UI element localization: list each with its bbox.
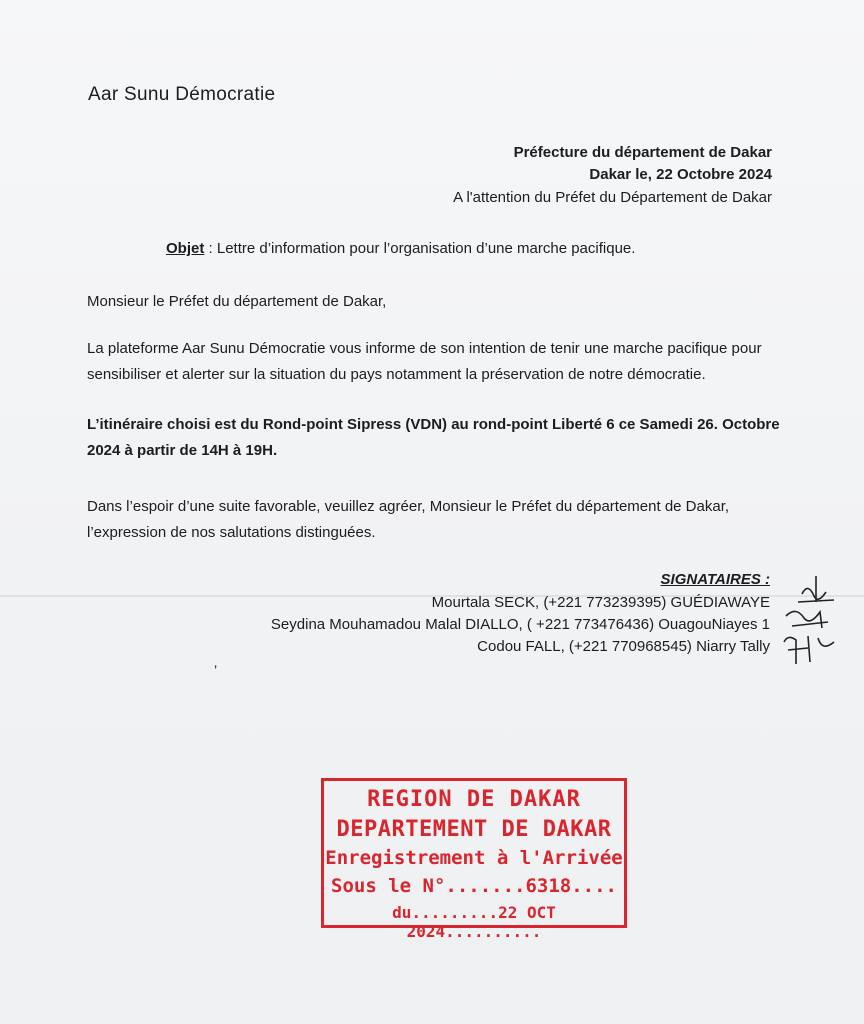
signatory-1: Mourtala SECK, (+221 773239395) GUÉDIAWAYE bbox=[431, 594, 770, 611]
subject-label: Objet bbox=[166, 240, 205, 257]
registration-stamp bbox=[321, 778, 627, 941]
stamp-number: Sous le N°.......6318.... bbox=[331, 875, 617, 897]
itinerary-paragraph: L’itinéraire choisi est du Rond-point Sipress (VDN) au rond-point Liberté 6 ce Samedi 26. Octobre 2024 à partir de 14H à 19H. bbox=[87, 416, 780, 459]
signatory-3: Codou FALL, (+221 770968545) Niarry Tally bbox=[477, 638, 770, 655]
closing-paragraph: Dans l’espoir d’une suite favorable, veuillez agréer, Monsieur le Préfet du département de Dakar, l’expression de nos salutations distinguées. bbox=[87, 498, 730, 541]
handwritten-signatures bbox=[778, 572, 840, 672]
signature-3-icon bbox=[784, 636, 834, 664]
stamp-date: du.........22 OCT 2024.......... bbox=[392, 903, 556, 941]
attention-line: A l'attention du Préfet du Département de Dakar bbox=[453, 189, 772, 206]
signatory-2: Seydina Mouhamadou Malal DIALLO, ( +221 773476436) OuagouNiayes 1 bbox=[270, 616, 770, 633]
subject-line bbox=[166, 240, 635, 257]
stamp-region: REGION DE DAKAR bbox=[367, 787, 581, 812]
signatories-title: SIGNATAIRES : bbox=[660, 571, 770, 588]
organization-name: Aar Sunu Démocratie bbox=[88, 84, 276, 105]
stray-mark: ’ bbox=[214, 662, 218, 678]
place-date: Dakar le, 22 Octobre 2024 bbox=[589, 166, 772, 183]
signature-1-icon bbox=[798, 576, 834, 602]
recipient-prefecture: Préfecture du département de Dakar bbox=[513, 144, 772, 161]
body-paragraph: La plateforme Aar Sunu Démocratie vous informe de son intention de tenir une marche pacifique pour sensibiliser et alerter sur la situation du pays notamment la préservation de notre démocratie. bbox=[87, 340, 762, 383]
stamp-department: DEPARTEMENT DE DAKAR bbox=[336, 817, 612, 842]
stamp-registration: Enregistrement à l'Arrivée bbox=[325, 847, 623, 869]
signature-2-icon bbox=[786, 611, 828, 628]
salutation: Monsieur le Préfet du département de Dakar, bbox=[87, 293, 387, 310]
subject-text: : Lettre d’information pour l’organisation d’une marche pacifique. bbox=[204, 240, 636, 257]
